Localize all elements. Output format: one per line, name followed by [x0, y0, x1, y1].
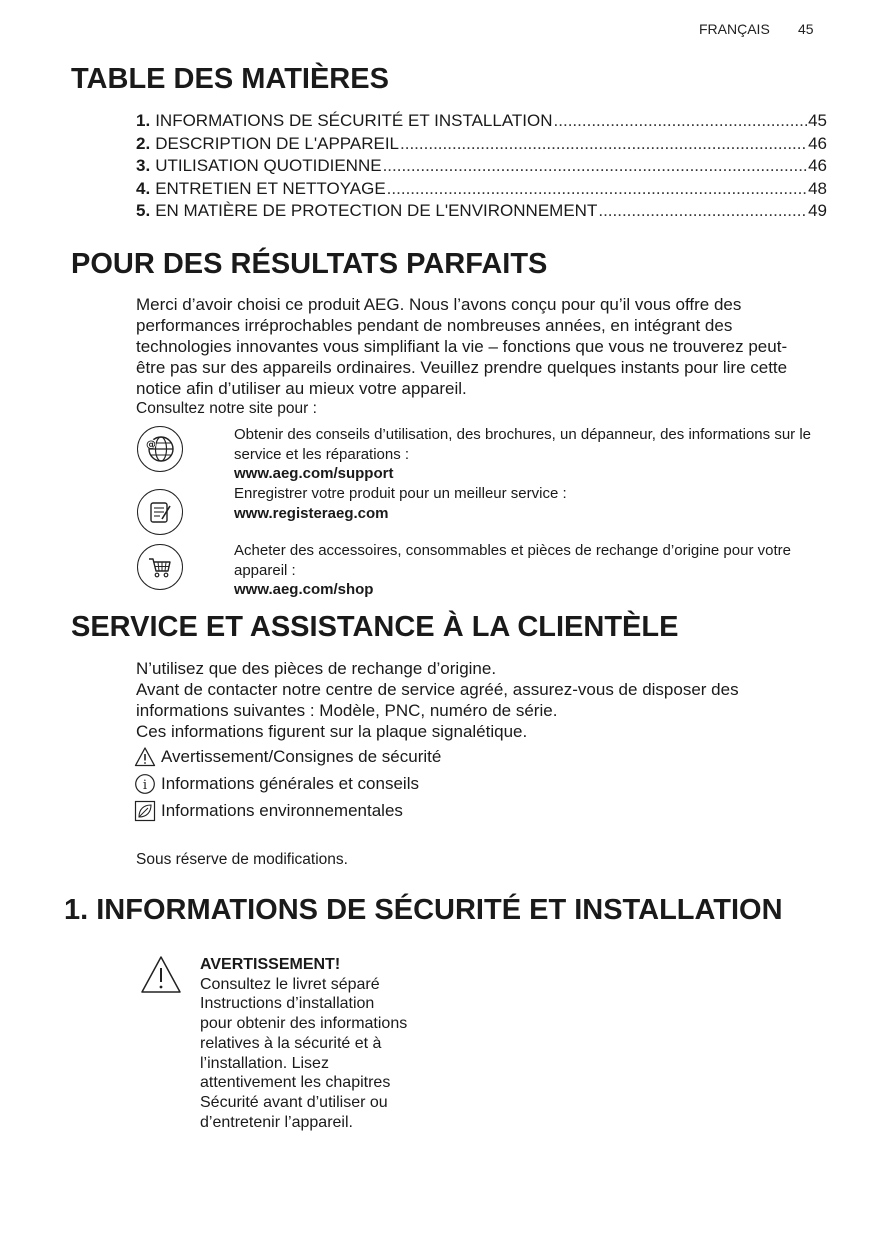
- web-globe-icon: [137, 426, 183, 472]
- toc-entry-number: 3.: [136, 156, 151, 175]
- warning-triangle-icon: [140, 955, 182, 1000]
- intro-paragraph: Merci d’avoir choisi ce produit AEG. Nous l’avons conçu pour qu’il vous offre des performances irréprochables pendant de nombreuses années, en intégrant des technologies innovantes vous simplifiant la vie – fonctions que vous ne trouverez peut-être pas sur des appareils ordinaires. Veuillez prendre quelques instants pour lire cette notice afin d’utiliser au mieux votre appareil.: [136, 295, 788, 398]
- service-heading: SERVICE ET ASSISTANCE À LA CLIENTÈLE: [71, 611, 679, 643]
- svg-text:@: @: [146, 439, 156, 451]
- toc-entry-page: 45: [808, 111, 827, 130]
- toc-leader-dots: [598, 201, 807, 221]
- toc-entry-5[interactable]: [136, 201, 827, 224]
- legend-label: Informations générales et conseils: [161, 774, 419, 793]
- register-form-icon: [137, 489, 183, 535]
- service-paragraph: [136, 658, 826, 742]
- toc-entry-page: 48: [808, 178, 827, 198]
- support-text: Obtenir des conseils d’utilisation, des brochures, un dépanneur, des informations sur le service et les réparations :: [234, 426, 811, 463]
- results-heading: POUR DES RÉSULTATS PARFAITS: [71, 248, 548, 280]
- toc-entry-number: 5.: [136, 201, 151, 220]
- toc-entry-3[interactable]: [136, 156, 827, 179]
- toc-entry-4[interactable]: [136, 179, 827, 202]
- legend-label: Informations environnementales: [161, 801, 403, 820]
- register-link[interactable]: www.registeraeg.com: [234, 504, 389, 522]
- toc-entry-title[interactable]: ENTRETIEN ET NETTOYAGE: [155, 178, 386, 198]
- toc-entry-title[interactable]: EN MATIÈRE DE PROTECTION DE L'ENVIRONNEMENT: [155, 201, 598, 220]
- shopping-cart-icon: [137, 544, 183, 590]
- toc-entry-number: 1.: [136, 111, 151, 130]
- toc-heading: TABLE DES MATIÈRES: [71, 63, 389, 95]
- leaf-icon: [134, 800, 156, 822]
- support-link[interactable]: www.aeg.com/support: [234, 465, 394, 482]
- safety-heading: 1. INFORMATIONS DE SÉCURITÉ ET INSTALLATION: [64, 894, 783, 926]
- svg-text:i: i: [142, 778, 148, 793]
- service-line: Avant de contacter notre centre de service agréé, assurez-vous de disposer des informations suivantes : Modèle, PNC, numéro de série.: [136, 680, 739, 720]
- shop-link[interactable]: www.aeg.com/shop: [234, 581, 374, 598]
- toc-entry-page: 46: [808, 133, 827, 153]
- legend-info: [134, 773, 419, 795]
- service-line: Ces informations figurent sur la plaque signalétique.: [136, 722, 528, 741]
- toc-entry-title[interactable]: UTILISATION QUOTIDIENNE: [155, 156, 382, 175]
- toc-entry-2[interactable]: [136, 134, 827, 157]
- toc-entry-number: 2.: [136, 133, 151, 153]
- toc-leader-dots: [400, 134, 807, 154]
- legend-label: Avertissement/Consignes de sécurité: [161, 747, 442, 766]
- warning-block: [200, 955, 410, 1132]
- legend-environment: [134, 800, 403, 822]
- page-number: 45: [798, 21, 814, 37]
- register-info: [234, 484, 824, 523]
- warning-title: AVERTISSEMENT!: [200, 956, 341, 973]
- toc-entry-title[interactable]: INFORMATIONS DE SÉCURITÉ ET INSTALLATION: [155, 111, 553, 130]
- service-line: N’utilisez que des pièces de rechange d’origine.: [136, 659, 497, 678]
- modification-notice: Sous réserve de modifications.: [136, 851, 348, 868]
- warning-triangle-icon: [134, 746, 156, 768]
- consult-label: Consultez notre site pour :: [136, 400, 317, 417]
- table-of-contents: [136, 111, 827, 224]
- toc-entry-page: 49: [808, 201, 827, 220]
- warning-text: Consultez le livret séparé Instructions d’installation pour obtenir des informations relatives à la sécurité et à l’installation. Lisez attentivement les chapitres Sécurité avant d’utiliser ou d’entretenir l’appareil.: [200, 975, 408, 1131]
- legend-warning: [134, 746, 441, 768]
- toc-entry-number: 4.: [136, 178, 151, 198]
- toc-leader-dots: [554, 111, 808, 131]
- toc-entry-title[interactable]: DESCRIPTION DE L'APPAREIL: [155, 133, 400, 153]
- register-text: Enregistrer votre produit pour un meilleur service :: [234, 485, 567, 502]
- support-info: [234, 425, 824, 484]
- shop-info: [234, 541, 824, 600]
- toc-entry-1[interactable]: [136, 111, 827, 134]
- toc-leader-dots: [383, 156, 808, 176]
- shop-text: Acheter des accessoires, consommables et pièces de rechange d’origine pour votre appareil :: [234, 542, 791, 579]
- toc-leader-dots: [387, 179, 807, 199]
- info-icon: [134, 773, 156, 795]
- toc-entry-page: 46: [808, 156, 827, 175]
- header-language: FRANÇAIS: [699, 21, 770, 37]
